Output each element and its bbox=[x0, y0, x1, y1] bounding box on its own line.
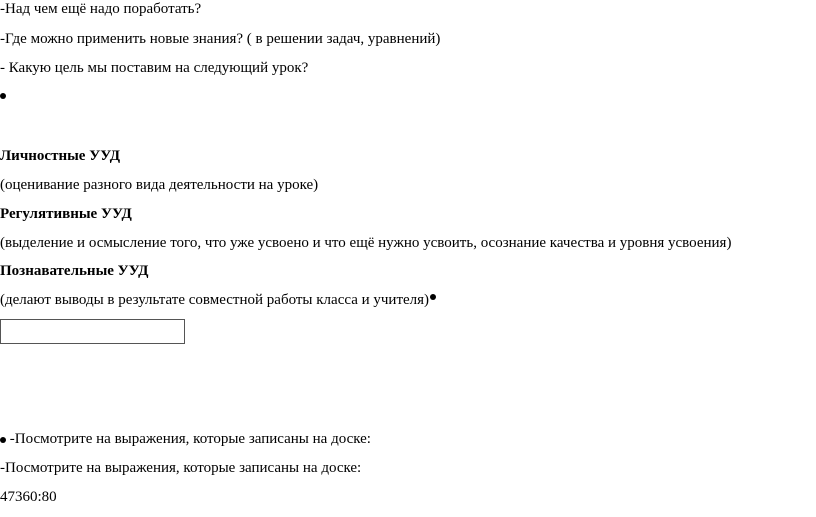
bullet-icon bbox=[430, 294, 436, 300]
instruction-text: -Посмотрите на выражения, которые записаны на доске: bbox=[0, 460, 362, 476]
bullet-line bbox=[0, 86, 6, 104]
regulatory-uud-description: (выделение и осмысление того, что уже усвоено и что ещё нужно усвоить, осознание качества и уровня усвоения) bbox=[0, 235, 732, 251]
personal-uud-description: (оценивание разного вида деятельности на уроке) bbox=[0, 177, 319, 193]
question-work-on: -Над чем ещё надо поработать? bbox=[0, 1, 202, 17]
bullet-instruction-line bbox=[0, 430, 371, 448]
cognitive-uud-line bbox=[0, 291, 436, 309]
expression-text: 47360:80 bbox=[0, 489, 57, 505]
cognitive-uud-heading: Познавательные УУД bbox=[0, 263, 149, 279]
personal-uud-heading: Личностные УУД bbox=[0, 148, 121, 164]
cognitive-uud-description: (делают выводы в результате совместной работы класса и учителя) bbox=[0, 292, 430, 308]
question-apply-knowledge: -Где можно применить новые знания? ( в решении задач, уравнений) bbox=[0, 31, 441, 47]
regulatory-uud-heading: Регулятивные УУД bbox=[0, 206, 132, 222]
bullet-icon bbox=[0, 93, 6, 99]
question-next-goal: - Какую цель мы поставим на следующий урок? bbox=[0, 60, 309, 76]
bullet-instruction-text: -Посмотрите на выражения, которые записаны на доске: bbox=[6, 431, 371, 447]
empty-text-box bbox=[0, 319, 185, 344]
